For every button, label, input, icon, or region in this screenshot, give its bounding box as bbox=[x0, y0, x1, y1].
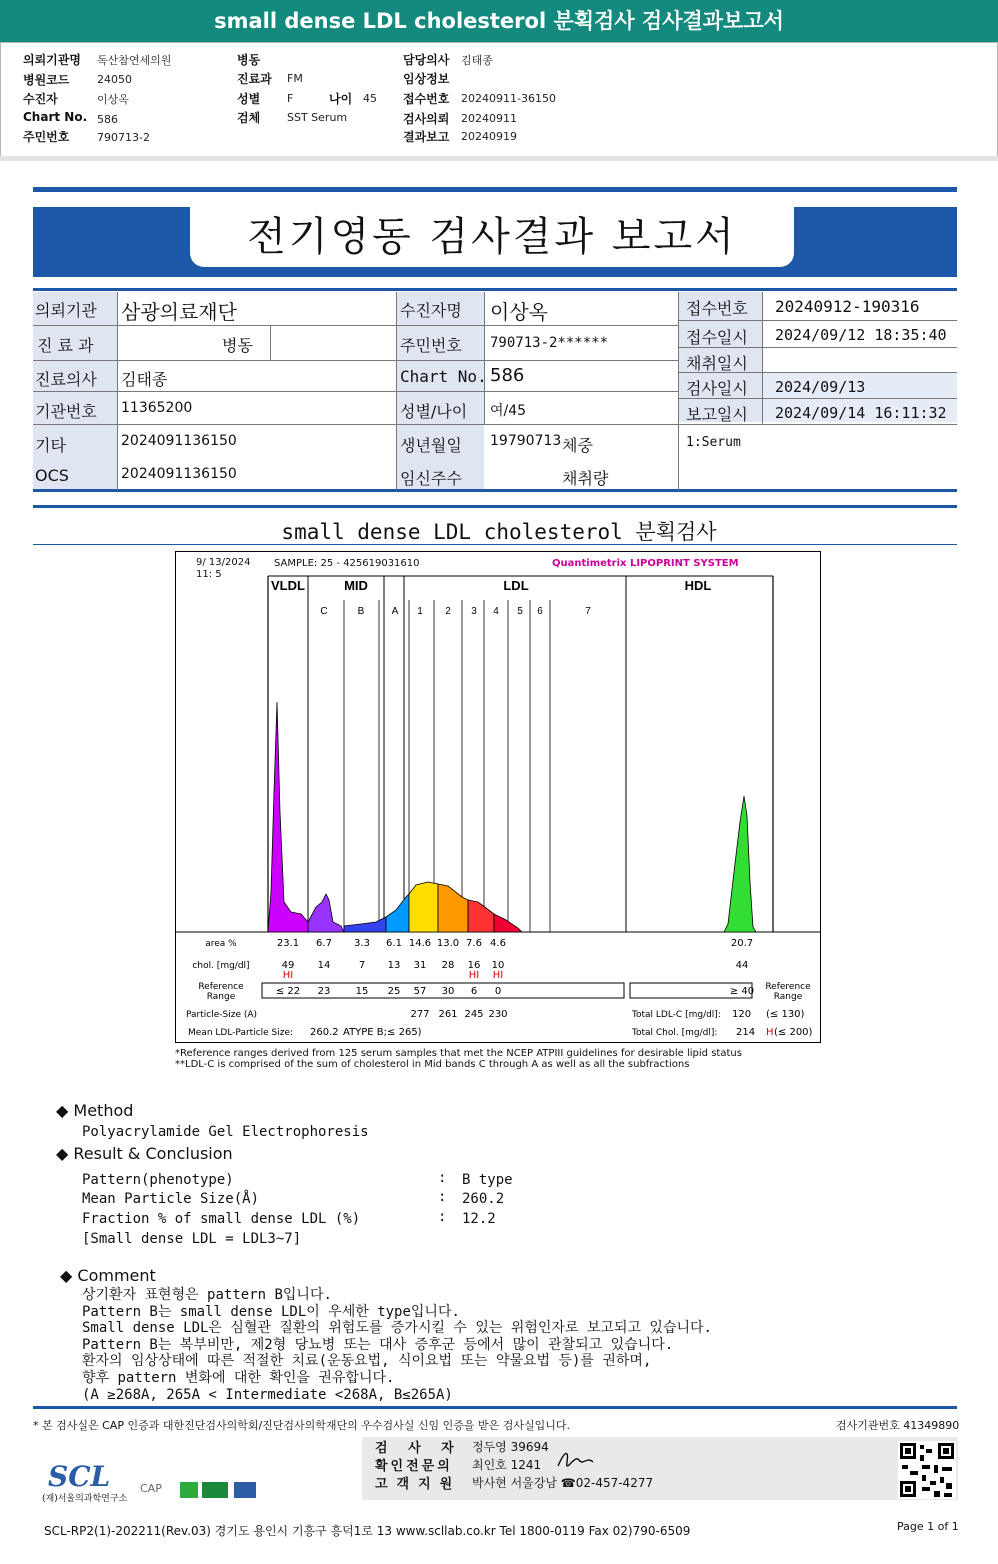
accreditation-badge-icon bbox=[234, 1482, 256, 1498]
comment-line: 상기환자 표현형은 pattern B입니다. bbox=[82, 1287, 332, 1303]
area-value: 20.7 bbox=[730, 938, 754, 949]
lipoprint-chart bbox=[175, 551, 821, 1043]
band-label: 5 bbox=[517, 606, 523, 617]
ward-value: 병동 bbox=[222, 336, 253, 355]
label: 나이 bbox=[329, 92, 353, 106]
receipt-value: 20240911-36150 bbox=[461, 92, 556, 105]
specimen-type: 1:Serum bbox=[686, 435, 741, 450]
fraction-peak bbox=[409, 882, 438, 932]
comment-line: Small dense LDL은 심혈관 질환의 위험도를 증가시킬 수 있는 위험인자로 보고되고 있습니다. bbox=[82, 1320, 712, 1337]
label: 병동 bbox=[237, 53, 261, 67]
comment-heading: ◆ Comment bbox=[60, 1266, 156, 1285]
band-label: C bbox=[320, 606, 328, 617]
dept-value: FM bbox=[287, 72, 303, 85]
chart-no-value: 586 bbox=[97, 113, 118, 126]
fraction-peak bbox=[724, 796, 756, 932]
doctor-name: 김태종 bbox=[121, 370, 168, 389]
fraction-peak bbox=[386, 894, 409, 932]
particle-size: 245 bbox=[464, 1009, 484, 1020]
area-value: 3.3 bbox=[354, 938, 370, 949]
etc-value: 2024091136150 bbox=[121, 433, 237, 449]
band-label: 3 bbox=[471, 606, 477, 617]
section-underline bbox=[33, 544, 957, 545]
report-title: 전기영동 검사결과 보고서 bbox=[247, 214, 737, 260]
row-label: chol. [mg/dl] bbox=[192, 961, 250, 971]
label: 임상정보 bbox=[403, 72, 450, 86]
group-label: VLDL bbox=[271, 578, 305, 593]
cap-logo: CAP bbox=[140, 1482, 162, 1495]
patient-value: 이상옥 bbox=[97, 93, 129, 106]
method-heading: ◆ Method bbox=[56, 1101, 134, 1120]
label: 결과보고 bbox=[403, 130, 450, 144]
accreditation-badge-icon bbox=[202, 1482, 228, 1498]
chol-value: 28 bbox=[441, 960, 455, 971]
footnote: *Reference ranges derived from 125 serum samples that met the NCEP ATPIII guidelines for desirable lipid status bbox=[175, 1048, 742, 1059]
test-date: 2024/09/13 bbox=[775, 378, 866, 396]
band-label: 4 bbox=[493, 606, 499, 617]
ref-value: 25 bbox=[387, 986, 401, 997]
total-chol-label: Total Chol. [mg/dl]: bbox=[632, 1028, 718, 1038]
label: 성별 bbox=[237, 92, 261, 106]
total-ldl-value: 120 bbox=[732, 1009, 752, 1020]
chart-number: 586 bbox=[490, 365, 525, 386]
particle-size: 261 bbox=[438, 1009, 458, 1020]
band-label: 7 bbox=[585, 606, 591, 617]
label: 의뢰기관명 bbox=[23, 53, 81, 67]
area-value: 23.1 bbox=[276, 938, 300, 949]
label: 수진자 bbox=[23, 92, 58, 106]
receipt-datetime: 2024/09/12 18:35:40 bbox=[775, 326, 947, 344]
area-value: 13.0 bbox=[436, 938, 460, 949]
scl-subtitle: (재)서울의과학연구소 bbox=[42, 1494, 128, 1504]
ref-value: 0 bbox=[494, 986, 502, 997]
band-label: 6 bbox=[537, 606, 543, 617]
doctor-value: 김태종 bbox=[461, 54, 493, 67]
patient-summary-panel bbox=[0, 42, 998, 158]
section-rule bbox=[33, 505, 957, 508]
row-label: Mean LDL-Particle Size: bbox=[188, 1028, 294, 1038]
request-value: 20240911 bbox=[461, 112, 517, 125]
signature-icon bbox=[555, 1448, 595, 1472]
institution-value: 독산참연세의원 bbox=[97, 54, 172, 67]
ref-value: 6 bbox=[470, 986, 478, 997]
comment-line: Pattern B는 small dense LDL이 우세한 type입니다. bbox=[82, 1303, 460, 1320]
ref-value: ≥ 40 bbox=[729, 986, 755, 997]
label: Chart No. bbox=[23, 110, 88, 124]
pattern-value: B type bbox=[462, 1172, 513, 1188]
footer-address: SCL-RP2(1)-202211(Rev.03) 경기도 용인시 기흥구 흥덕1로 13 www.scllab.co.kr Tel 1800-0119 Fax 02)790-6509 bbox=[44, 1524, 691, 1538]
mean-particle-value: 260.2 bbox=[462, 1191, 505, 1207]
section-title: small dense LDL cholesterol 분획검사 bbox=[281, 520, 717, 544]
lab-number: 검사기관번호 41349890 bbox=[836, 1419, 960, 1432]
sex-value: F bbox=[287, 92, 294, 105]
ocs-value: 2024091136150 bbox=[121, 466, 237, 482]
chol-value: 44 bbox=[735, 960, 749, 971]
report-datetime: 2024/09/14 16:11:32 bbox=[775, 404, 947, 422]
accreditation-badge-icon bbox=[180, 1482, 198, 1498]
label: 검사의뢰 bbox=[403, 112, 450, 126]
area-value: 6.7 bbox=[316, 938, 332, 949]
ref-value: 23 bbox=[317, 986, 331, 997]
result-heading: ◆ Result & Conclusion bbox=[56, 1144, 233, 1163]
specimen-value: SST Serum bbox=[287, 111, 348, 124]
comment-line: (A ≥268A, 265A < Intermediate <268A, B≤265A) bbox=[82, 1386, 453, 1403]
electrophoresis-plot bbox=[176, 552, 820, 1042]
label: 진료과 bbox=[237, 72, 272, 86]
hospital-code-value: 24050 bbox=[97, 73, 132, 86]
chart-date: 9/ 13/2024 bbox=[196, 557, 251, 568]
tester-name: 정두영 39694 bbox=[472, 1440, 549, 1454]
area-value: 6.1 bbox=[386, 938, 402, 949]
fraction-peak bbox=[344, 917, 386, 932]
particle-size: 277 bbox=[410, 1009, 430, 1020]
band-label: 1 bbox=[417, 606, 423, 617]
footer-rule bbox=[33, 1406, 957, 1409]
chol-value: 7 bbox=[358, 960, 366, 971]
fraction-peak bbox=[438, 884, 468, 932]
area-value: 7.6 bbox=[466, 938, 482, 949]
qr-code-icon bbox=[898, 1441, 956, 1499]
chol-value: 14 bbox=[317, 960, 331, 971]
page-number: Page 1 of 1 bbox=[897, 1520, 959, 1533]
age-value: 45 bbox=[363, 92, 377, 105]
hi-flag: HI bbox=[468, 970, 480, 981]
label: 주민번호 bbox=[23, 130, 70, 144]
comment-body bbox=[82, 1287, 712, 1403]
group-label: HDL bbox=[684, 578, 712, 593]
chart-time: 11: 5 bbox=[196, 569, 222, 580]
total-ldl-ref: (≤ 130) bbox=[766, 1009, 805, 1020]
chol-value: 49 bbox=[281, 960, 295, 971]
band-label: A bbox=[391, 606, 399, 617]
chol-value: 13 bbox=[387, 960, 401, 971]
group-label: LDL bbox=[503, 578, 529, 593]
header-shadow bbox=[0, 156, 998, 161]
row-label: Reference bbox=[198, 982, 244, 992]
fraction-value: 12.2 bbox=[462, 1211, 496, 1227]
total-chol-flag: H bbox=[766, 1027, 774, 1038]
ref-value: 15 bbox=[355, 986, 369, 997]
chol-value: 10 bbox=[491, 960, 505, 971]
label: 병원코드 bbox=[23, 73, 70, 87]
ref-value: 57 bbox=[413, 986, 427, 997]
label: 접수번호 bbox=[403, 92, 450, 106]
total-chol-value: 214 bbox=[736, 1027, 756, 1038]
row-label: Reference bbox=[765, 982, 811, 992]
chart-title: Quantimetrix LIPOPRINT SYSTEM bbox=[552, 558, 739, 569]
comment-line: 환자의 임상상태에 따른 적절한 치료(운동요법, 식이요법 또는 약물요법 등)를 권하며, bbox=[82, 1353, 652, 1370]
mean-size-value: 260.2 bbox=[310, 1027, 339, 1038]
method-value: Polyacrylamide Gel Electrophoresis bbox=[82, 1124, 369, 1140]
result-label: Fraction % of small dense LDL (%) bbox=[82, 1211, 361, 1227]
birth-date: 19790713 bbox=[490, 433, 562, 449]
certification-notice: * 본 검사실은 CAP 인증과 대한진단검사의학회/진단검사의학재단의 우수검사실 신임 인증을 받은 검사실입니다. bbox=[33, 1419, 571, 1432]
chol-value: 16 bbox=[467, 960, 481, 971]
ref-value: ≤ 22 bbox=[275, 986, 301, 997]
fraction-peak bbox=[268, 702, 308, 932]
label: 검체 bbox=[237, 111, 261, 125]
chart-sample: SAMPLE: 25 - 425619031610 bbox=[274, 558, 420, 569]
label: 담당의사 bbox=[403, 53, 450, 67]
resident-number: 790713-2****** bbox=[490, 335, 609, 351]
row-label: Range bbox=[773, 992, 803, 1002]
hi-flag: HI bbox=[282, 970, 294, 981]
physician-name: 최인호 1241 bbox=[472, 1458, 542, 1472]
particle-size: 230 bbox=[488, 1009, 508, 1020]
area-value: 4.6 bbox=[490, 938, 506, 949]
row-label: Particle-Size (A) bbox=[186, 1010, 258, 1020]
institution-code: 11365200 bbox=[121, 400, 193, 416]
title-top-rule bbox=[33, 187, 957, 192]
row-label: Range bbox=[206, 992, 236, 1002]
mean-size-type: ATYPE B;≤ 265) bbox=[343, 1027, 422, 1038]
group-label: MID bbox=[344, 578, 368, 593]
patient-name: 이상옥 bbox=[490, 300, 548, 324]
result-note: [Small dense LDL = LDL3~7] bbox=[82, 1231, 302, 1247]
receipt-number: 20240912-190316 bbox=[775, 297, 920, 316]
area-value: 14.6 bbox=[408, 938, 432, 949]
scl-logo: SCL bbox=[48, 1460, 111, 1493]
report-value: 20240919 bbox=[461, 130, 517, 143]
chol-value: 31 bbox=[413, 960, 427, 971]
band-label: B bbox=[357, 606, 365, 617]
result-label: Mean Particle Size(Å) bbox=[82, 1191, 260, 1207]
row-label: area % bbox=[205, 939, 237, 949]
footnote: **LDL-C is comprised of the sum of cholesterol in Mid bands C through A as well as all the subfractions bbox=[175, 1059, 690, 1070]
total-ldl-label: Total LDL-C [mg/dl]: bbox=[632, 1010, 721, 1020]
support-contact: 박사현 서울강남 ☎02-457-4277 bbox=[472, 1476, 654, 1490]
band-label: 2 bbox=[445, 606, 451, 617]
result-label: Pattern(phenotype) bbox=[82, 1172, 234, 1188]
institution-name: 삼광의료재단 bbox=[121, 300, 237, 324]
sex-age: 여/45 bbox=[490, 403, 527, 419]
comment-line: 향후 pattern 변화에 대한 확인을 권유합니다. bbox=[82, 1369, 395, 1386]
total-chol-ref: (≤ 200) bbox=[774, 1027, 813, 1038]
fraction-peak bbox=[468, 900, 494, 932]
hi-flag: HI bbox=[492, 970, 504, 981]
id-value: 790713-2 bbox=[97, 131, 150, 144]
ref-value: 30 bbox=[441, 986, 455, 997]
report-header-title: small dense LDL cholesterol 분획검사 검사결과보고서 bbox=[0, 0, 998, 42]
fraction-peak bbox=[308, 894, 344, 932]
comment-line: Pattern B는 복부비만, 제2형 당뇨병 또는 대사 증후군 등에서 많이 관찰되고 있습니다. bbox=[82, 1336, 674, 1353]
